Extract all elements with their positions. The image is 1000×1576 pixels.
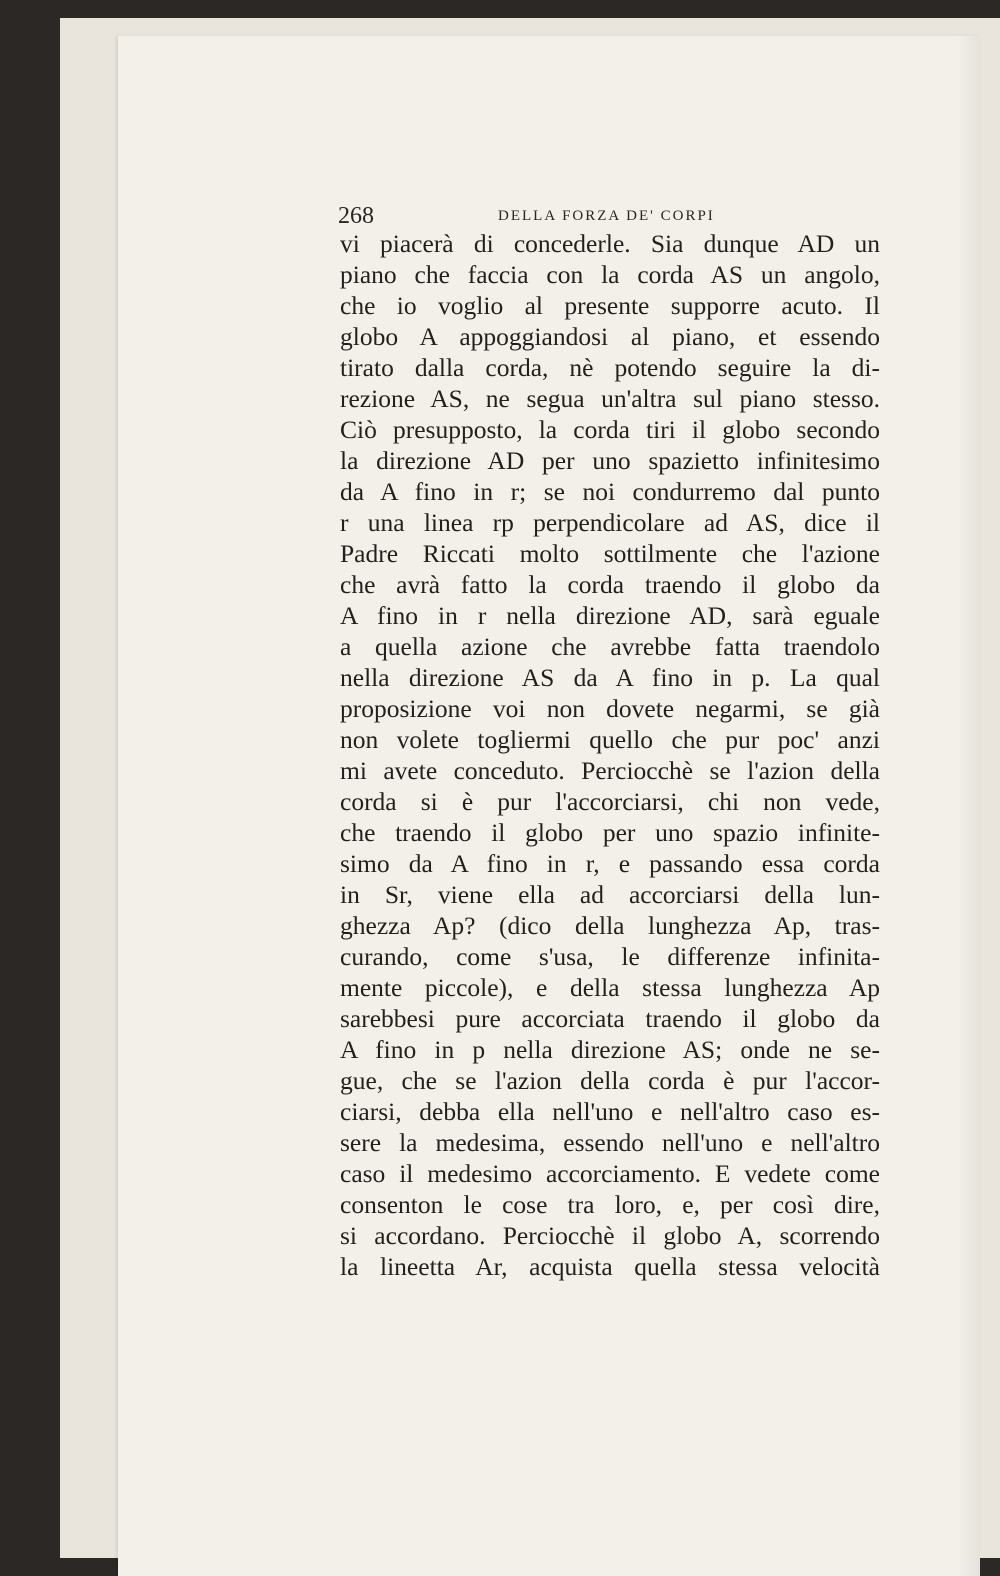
text-line: A fino in p nella direzione AS; onde ne se- (340, 1035, 880, 1064)
text-line: vi piacerà di concederle. Sia dunque AD un (340, 229, 880, 258)
text-line: mi avete conceduto. Perciocchè se l'azion della (340, 756, 880, 785)
text-line: gue, che se l'azion della corda è pur l'accor- (340, 1066, 880, 1095)
text-line: la direzione AD per uno spazietto infinitesimo (340, 446, 880, 475)
text-line: che io voglio al presente supporre acuto. Il (340, 291, 880, 320)
page-gutter-shadow (958, 36, 980, 1576)
text-line: corda si è pur l'accorciarsi, chi non vede, (340, 787, 880, 816)
text-line: da A fino in r; se noi condurremo dal punto (340, 477, 880, 506)
text-line: rezione AS, ne segua un'altra sul piano stesso. (340, 384, 880, 413)
text-line: consenton le cose tra loro, e, per così dire, (340, 1190, 880, 1219)
text-line: nella direzione AS da A fino in p. La qual (340, 663, 880, 692)
text-line: globo A appoggiandosi al piano, et essendo (340, 322, 880, 351)
text-line: mente piccole), e della stessa lunghezza Ap (340, 973, 880, 1002)
text-line: r una linea rp perpendicolare ad AS, dice il (340, 508, 880, 537)
text-line: Padre Riccati molto sottilmente che l'azione (340, 539, 880, 568)
text-line: ghezza Ap? (dico della lunghezza Ap, tras- (340, 911, 880, 940)
text-line: sere la medesima, essendo nell'uno e nell'altro (340, 1128, 880, 1157)
body-text (340, 228, 880, 1282)
running-title: DELLA FORZA DE' CORPI (498, 208, 715, 224)
text-line: ciarsi, debba ella nell'uno e nell'altro caso es- (340, 1097, 880, 1126)
text-line: caso il medesimo accorciamento. E vedete come (340, 1159, 880, 1188)
text-line: che avrà fatto la corda traendo il globo da (340, 570, 880, 599)
text-line: non volete togliermi quello che pur poc' anzi (340, 725, 880, 754)
text-line: simo da A fino in r, e passando essa corda (340, 849, 880, 878)
text-line: A fino in r nella direzione AD, sarà eguale (340, 601, 880, 630)
text-line: proposizione voi non dovete negarmi, se già (340, 694, 880, 723)
text-line: in Sr, viene ella ad accorciarsi della lun- (340, 880, 880, 909)
text-line: piano che faccia con la corda AS un angolo, (340, 260, 880, 289)
text-line: a quella azione che avrebbe fatta traendolo (340, 632, 880, 661)
text-line: che traendo il globo per uno spazio infinite- (340, 818, 880, 847)
text-line: si accordano. Perciocchè il globo A, scorrendo (340, 1221, 880, 1250)
text-line: sarebbesi pure accorciata traendo il globo da (340, 1004, 880, 1033)
text-line: la lineetta Ar, acquista quella stessa velocità (340, 1252, 880, 1281)
text-line: curando, come s'usa, le differenze infinita- (340, 942, 880, 971)
page-number: 268 (338, 203, 374, 229)
text-line: tirato dalla corda, nè potendo seguire la di- (340, 353, 880, 382)
text-line: Ciò presupposto, la corda tiri il globo secondo (340, 415, 880, 444)
